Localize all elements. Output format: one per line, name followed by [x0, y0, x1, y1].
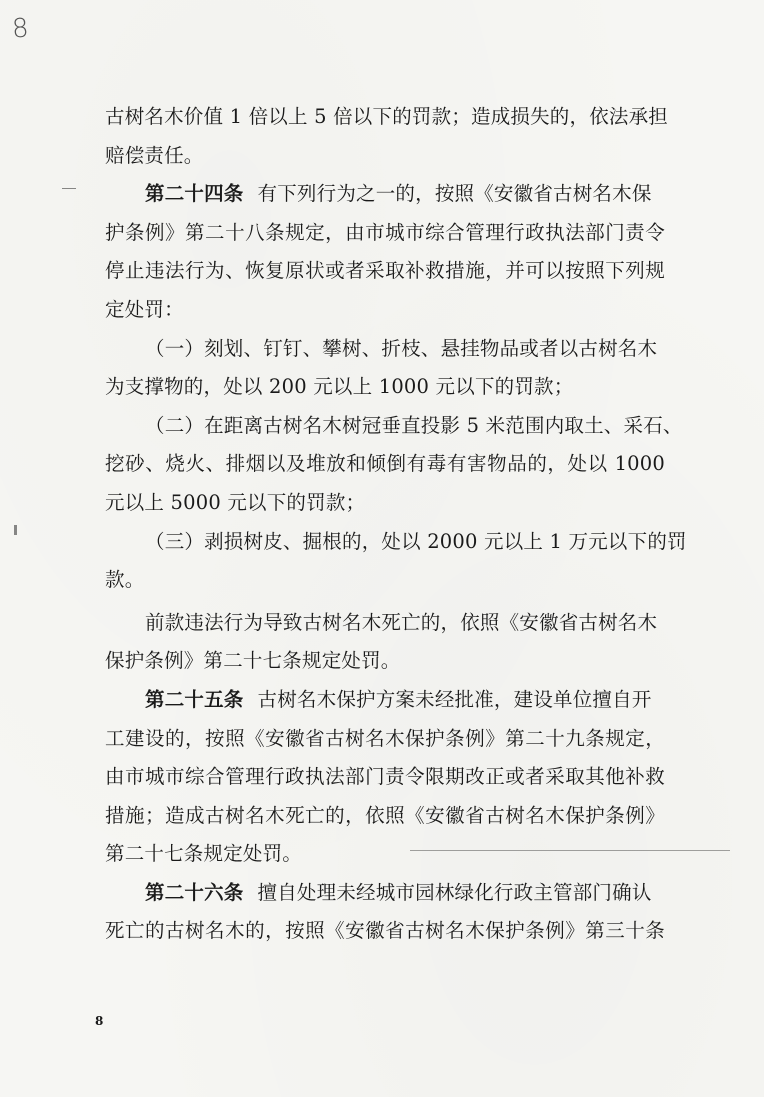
text-line: 措施；造成古树名木死亡的，依照《安徽省古树名木保护条例》	[105, 803, 665, 827]
text-line: （一）刻划、钉钉、攀树、折枝、悬挂物品或者以古树名木	[145, 336, 658, 360]
text-line: （二）在距离古树名木树冠垂直投影 5 米范围内取土、采石、	[145, 413, 683, 437]
text-line: 工建设的，按照《安徽省古树名木保护条例》第二十九条规定，	[105, 726, 665, 750]
text-line: 死亡的古树名木的，按照《安徽省古树名木保护条例》第三十条	[105, 919, 665, 943]
paragraph-item-3	[105, 523, 687, 600]
paragraph-article-24	[105, 175, 665, 329]
text-line: 赔偿责任。	[105, 143, 204, 167]
text-line: 有下列行为之一的，按照《安徽省古树名木保	[257, 182, 652, 206]
text-line: 保护条例》第二十七条规定处罚。	[105, 649, 401, 673]
paragraph-death-clause	[105, 604, 665, 681]
text-line: 挖砂、烧火、排烟以及堆放和倾倒有毒有害物品的，处以 1000	[105, 452, 665, 476]
text-line: （三）剥损树皮、掘根的，处以 2000 元以上 1 万元以下的罚	[145, 529, 687, 553]
text-line: 为支撑物的，处以 200 元以上 1000 元以下的罚款；	[105, 375, 574, 399]
article-heading: 第二十五条	[145, 687, 244, 711]
text-line: 第二十七条规定处罚。	[105, 842, 303, 866]
text-line: 款。	[105, 568, 145, 592]
text-line: 定处罚：	[105, 297, 184, 321]
page-number: 8	[95, 1014, 104, 1028]
text-line: 前款违法行为导致古树名木死亡的，依照《安徽省古树名木	[145, 610, 658, 634]
article-heading: 第二十六条	[145, 880, 244, 904]
text-line: 护条例》第二十八条规定，由市城市综合管理行政执法部门责令	[105, 220, 665, 244]
handwritten-page-mark: 8	[10, 13, 30, 45]
scan-artifact	[14, 525, 17, 535]
paragraph-article-25	[105, 681, 665, 874]
text-line: 古树名木保护方案未经批准，建设单位擅自开	[257, 687, 652, 711]
document-body	[105, 98, 687, 951]
text-line: 元以上 5000 元以下的罚款；	[105, 490, 366, 514]
article-heading: 第二十四条	[145, 182, 244, 206]
text-line: 停止违法行为、恢复原状或者采取补救措施，并可以按照下列规	[105, 259, 665, 283]
paragraph-item-1	[105, 330, 665, 407]
paragraph-continued	[105, 98, 669, 175]
paragraph-item-2	[105, 407, 683, 523]
text-line: 古树名木价值 1 倍以上 5 倍以下的罚款；造成损失的，依法承担	[105, 105, 669, 128]
paragraph-article-26	[105, 874, 665, 951]
text-line: 擅自处理未经城市园林绿化行政主管部门确认	[257, 880, 652, 904]
scan-artifact	[62, 188, 76, 189]
text-line: 由市城市综合管理行政执法部门责令限期改正或者采取其他补救	[105, 765, 665, 789]
